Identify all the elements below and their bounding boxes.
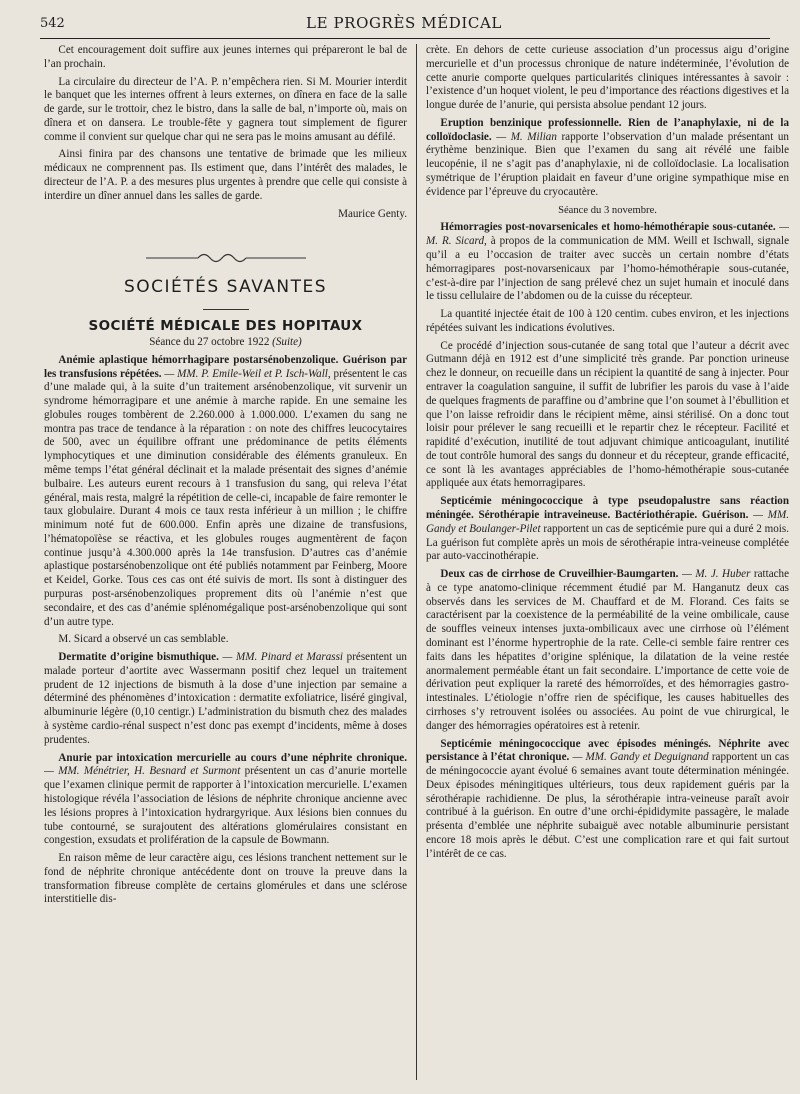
- signature: Maurice Genty.: [338, 207, 407, 220]
- section-title: SOCIÉTÉS SAVANTES: [123, 277, 328, 298]
- paragraph: Ainsi finira par des chansons une tentative de brimade que les milieux médicaux ne comprennent pas. Ils estiment que, dans l’intérêt des malades, le directeur de l’A. P. a des mesures plus urgentes à prendre que celle qui consiste à interdire un dîner annuel dans les salles de garde.: [44, 148, 407, 202]
- article-note: M. Sicard a observé un cas semblable.: [58, 633, 229, 646]
- article-text: présentent le cas d’une malade qui, à la suite d’un traitement arsénobenzolique, vit survenir un syndrome hémorragipare et une anémie à marche rapide. En une semaine les globules rouges tombèrent de 2.260.000 à 1.000.000. L’examen du sang ne montra pas trace de tendance à la réparation : on note des chiffres leucocytaires de 500, avec un équilibre offrant une prédominance de petits éléments lymphocytiques et une diminution considérable des éléments granuleux. En même temps l’état général déclinait et la malade présentait des signes d’anémie bulbaire. Les auteurs eurent recours à 1 transfusion du sang, qui releva l’état général, mais resta, malgré la répétition de celle-ci, incapable de faire remonter le taux globulaire. Durant 4 mois ce taux resta inférieur à un million ; le chiffre minimum noté fut de 600.000. Enfin après une dizaine de transfusions, l’hématopoïèse se réactiva, et les globules rouges augmentèrent de façon continue jusqu’à 4.300.000 après la 14e transfusion. D’autres cas d’anémie aplastique postarsénobenzolique ont été publiés notamment par Feinberg, Moore et Keidel, Gorke. Tous ces cas ont été suivis de mort. Ils sont à distinguer des purpuras post-arsénobenzoliques proprement dits où l’anémie n’est que secondaire, et des cas d’anémie splénomégalique post-arsénobenzolique qui sont d’un autre type.: [44, 367, 407, 628]
- article-authors: — M. Milian: [496, 130, 557, 143]
- article-anurie: [44, 752, 407, 848]
- article-title: Septicémie méningococcique avec épisodes méningés. Néphrite avec persistance à l’état chronique.: [426, 737, 789, 764]
- article-authors: — M. J. Huber: [681, 568, 751, 581]
- session-date-2: Séance du 3 novembre.: [558, 204, 657, 216]
- article-text: présentent un malade porteur d’aortite avec Wassermann positif chez lequel un traitement prudent de 12 injections de bismuth à la dose d’une injection par semaine a déterminé des phénomènes d’intoxication : dermatite exfoliatrice, liséré gingival, albuminurie légère (0,10 centigr.) L’administration du bismuth chez des malades à système cardio-rénal suspect n’est donc pas exempt d’incidents, même à doses prudentes.: [44, 651, 407, 746]
- paragraph: Ce procédé d’injection sous-cutanée de sang total que l’auteur a décrit avec Gutmann déjà en 1912 est d’une simplicité très grande. Par ponction urineuse chez le donneur, on recueille dans un récipient la quantité de sang à injecter. Pour entraver la coagulation sanguine, il suffit de lubrifier les parois du vase à l’aide de quelques fragments de paraffine ou d’ambrine que l’on soumet à l’ébullition et que l’on laisse refroidir dans le récipient même, ainsi stérilisé. On a donc tout loisir pour prélever le sang recueilli et le repartir chez le récepteur. Facilité et rapidité d’exécution, inutilité de tout adjuvant chimique anticoagulant, inutilité de tout contrôle humoral des sangs du donneur et du récepteur, grande efficacité, ce sont là les avantages appréciables de l’homo-hémothérapie sous-cutanée appliquée aux états hemorragipares.: [426, 339, 789, 490]
- flourish-icon: [146, 251, 306, 265]
- article-authors: — MM. P. Emile-Weil et P. Isch-Wall,: [164, 367, 331, 380]
- session-date: [44, 336, 407, 350]
- article-text: rapportent un cas de septicémie pure qui a duré 2 mois. La guérison fut complète après un mois de sérothérapie intra-veineuse complétée par auto-vaccinothérapie.: [426, 522, 789, 563]
- right-column: [426, 44, 789, 1084]
- article-septicemie-pseudopalustre: [426, 495, 789, 564]
- session-suite: (Suite): [272, 335, 302, 348]
- article-text: rapporte l’observation d’un malade présentant un érythème benzinique. Bien que l’examen du sang ait révélé une faible leucopénie, il ne s’agit pas d’anaphylaxie, ni de colloïdoclasie. La localisation symétrique de l’éruption plaidait en faveur d’une origine sympathique mise en évidence par l’épreuve du cryocautère.: [426, 130, 789, 198]
- page-header: [40, 12, 768, 36]
- article-title: Hémorragies post-novarsenicales et homo-hémothérapie sous-cutanée.: [440, 221, 776, 234]
- article-text: présentent un cas d’anurie mortelle que l’examen clinique permit de rapporter à l’intoxication mercurielle. L’examen histologique révéla l’association de lésions de néphrite chronique ancienne avec les lésions propres à l’intoxication hydrargyrique. Aux lésions bien connues du tube contourné, se surajoutent des altérations glomérulaires consistant en congestion, exsudats et prolifération de la capsule de Bowmann.: [44, 765, 407, 847]
- article-septicemie-meningee: [426, 738, 789, 862]
- article-text: rattache à ce type anatomo-clinique récemment étudié par M. Hanganutz deux cas observés dans les services de M. Chauffard et de M. Florand. Ces faits se caractérisent par la coexistence de la perméabilité de la veine ombilicale, cause de souffles veineux intenses juxta-ombilicaux avec une cirrhose où l’élément dominant est l’énorme hypertrophie de la rate. Celle-ci semble faire rentrer ces faits dans les hépatites d’origine splénique, la dilatation de la veine restée anormalement perméable étant un fait secondaire. L’importance de cette voie de dérivation peut expliquer la rareté des hémorroïdes, et des hémorragies gastro-intestinales. L’étiologie n’offre rien de spécifique, les causes habituelles des cirrhoses s’y retrouvent isolées ou associées. Au point de vue chirurgical, le danger des hémorragies opératoires est à retenir.: [426, 568, 789, 732]
- article-title: Deux cas de cirrhose de Cruveilhier-Baumgarten.: [440, 568, 679, 581]
- title-rule: [203, 309, 249, 310]
- article-text: à propos de la communication de MM. Weill et Ischwall, signale qu’il a eu l’occasion de traiter avec succès un certain nombre d’états hémorragipares post-novarsenicaux par l’homo-hémothérapie sous-cutanée, c’est-à-dire par l’injection de sang prélevé chez un sujet humain et inoculé dans le tissu cellulaire de l’abdomen ou de la cuisse du récepteur.: [426, 235, 789, 303]
- page-number: 542: [40, 16, 65, 31]
- header-rule: [40, 38, 770, 39]
- article-title: Anémie aplastique hémorrhagipare postarsénobenzolique. Guérison par les transfusions répétées.: [44, 353, 407, 380]
- paragraph: La circulaire du directeur de l’A. P. n’empêchera rien. Si M. Mourier interdit le banquet que les internes offrent à leurs externes, on dînera en face de la salle de garde, sur le trottoir, chez le bistro, dans la salle de bal, n’importe où, mais on dînera et on dansera. Le trouble-fête y gagnera tout simplement de figurer comme il convient sur quelque char qui ne sera pas le moins amusant au défilé.: [44, 75, 407, 143]
- article-authors: — MM. Pinard et Marassi: [222, 651, 343, 664]
- article-cirrhose: [426, 568, 789, 733]
- article-eruption-benzinique: [426, 117, 789, 200]
- article-authors: — M. R. Sicard,: [426, 221, 789, 248]
- session-date-text: Séance du 27 octobre 1922: [149, 335, 270, 348]
- article-title: Dermatite d’origine bismuthique.: [58, 651, 219, 664]
- paragraph-continued: crète. En dehors de cette curieuse association d’un processus aigu d’origine mercurielle et d’un processus chronique de nature indéterminée, l’évolution de cette anurie comporte quelques particularités cliniques intéressantes à savoir : l’existence d’un hoquet violent, le peu d’importance des réactions digestives et la longue durée de l’anurie, qui persista absolue pendant 12 jours.: [426, 44, 789, 112]
- article-authors: — MM. Gandy et Deguignand: [572, 751, 709, 764]
- article-anemie-aplastique: [44, 354, 407, 630]
- article-hemorragies: [426, 221, 789, 304]
- article-authors: — MM. Gandy et Boulanger-Pilet: [426, 509, 789, 535]
- article-title: Anurie par intoxication mercurielle au cours d’une néphrite chronique.: [58, 751, 407, 764]
- paragraph: En raison même de leur caractère aigu, ces lésions tranchent nettement sur le fond de néphrite chronique antécédente dont on trouve la preuve dans la transformation fibreuse complète de certains glomérules et dans une sclérose interstitielle dis-: [44, 852, 407, 906]
- column-divider: [416, 44, 417, 1080]
- paragraph: Cet encouragement doit suffire aux jeunes internes qui prépareront le bal de l’an prochain.: [44, 44, 407, 70]
- article-title: Eruption benzinique professionnelle. Rien de l’anaphylaxie, ni de la colloïdoclasie.: [426, 116, 789, 143]
- left-column: [44, 44, 407, 1084]
- article-text: rapportent un cas de méningococcie ayant évolué 6 semaines avant toute détermination méningée. Deux épisodes méningitiques ultérieurs, tous deux rapidement guéris par la sérothérapie rachidienne. De plus, la sérothérapie intra-veineuse paraît avoir contribué à la guérison. En outre d’une orchi-épididymite passagère, le malade présenta d’emblée une néphrite subaiguë avec notable albuminurie persistant encore 18 mois après le début. C’est une complication rare et qui fait surtout l’intérêt de ce cas.: [426, 751, 789, 860]
- article-authors: — MM. Ménétrier, H. Besnard et Surmont: [44, 765, 241, 778]
- running-title: LE PROGRÈS MÉDICAL: [306, 14, 502, 32]
- society-title: SOCIÉTÉ MÉDICALE DES HOPITAUX: [88, 318, 363, 335]
- article-dermatite: [44, 651, 407, 747]
- ornament-divider: [44, 251, 407, 267]
- article-title: Septicémie méningococcique à type pseudopalustre sans réaction méningée. Sérothérapie intraveineuse. Bactériothérapie. Guérison.: [426, 495, 789, 521]
- paragraph: La quantité injectée était de 100 à 120 centim. cubes environ, et les injections répétées suivant les indications évolutives.: [426, 308, 789, 334]
